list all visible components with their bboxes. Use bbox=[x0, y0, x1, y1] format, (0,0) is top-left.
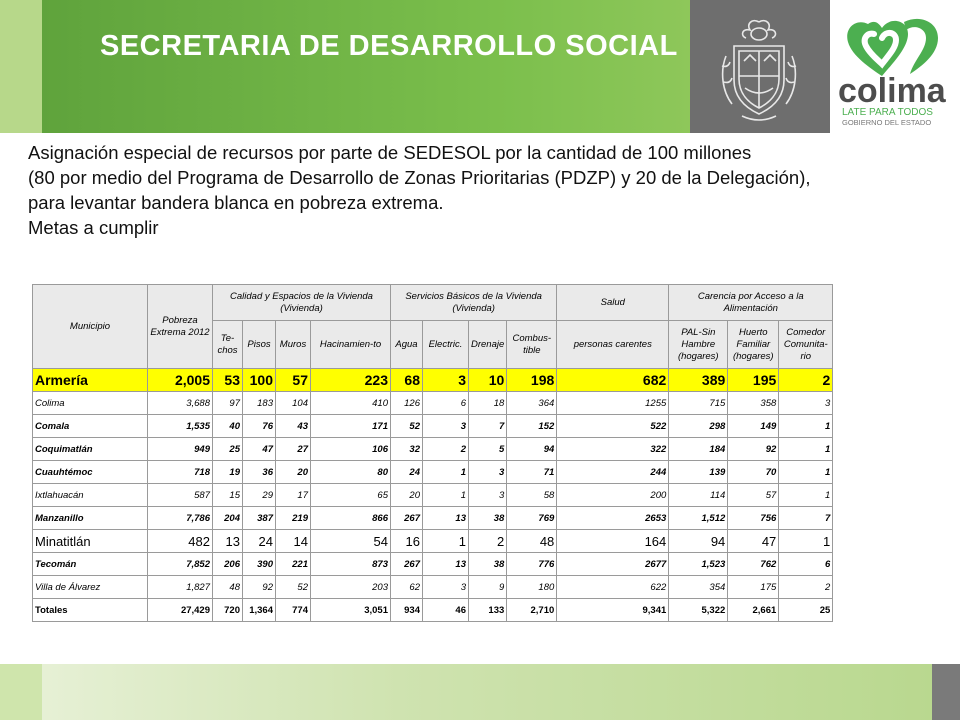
value-cell: 1 bbox=[779, 438, 833, 461]
value-cell: 873 bbox=[311, 553, 391, 576]
value-cell: 149 bbox=[728, 415, 779, 438]
group-salud: Salud bbox=[557, 285, 669, 321]
value-cell: 184 bbox=[669, 438, 728, 461]
value-cell: 1 bbox=[423, 530, 469, 553]
value-cell: 47 bbox=[728, 530, 779, 553]
value-cell: 1 bbox=[779, 484, 833, 507]
value-cell: 9 bbox=[469, 576, 507, 599]
group-servicios: Servicios Básicos de la Vivienda (Vivienda) bbox=[391, 285, 557, 321]
value-cell: 16 bbox=[391, 530, 423, 553]
subheader-personas-carentes: personas carentes bbox=[557, 321, 669, 369]
value-cell: 25 bbox=[213, 438, 243, 461]
goals-table bbox=[32, 284, 833, 622]
value-cell: 183 bbox=[243, 392, 276, 415]
table-row bbox=[33, 553, 833, 576]
subheader-pal-sin-hambre: PAL-Sin Hambre (hogares) bbox=[669, 321, 728, 369]
table-row bbox=[33, 415, 833, 438]
value-cell: 1 bbox=[779, 461, 833, 484]
value-cell: 200 bbox=[557, 484, 669, 507]
logo-tagline: LATE PARA TODOS bbox=[842, 107, 933, 118]
table-row bbox=[33, 392, 833, 415]
value-cell: 19 bbox=[213, 461, 243, 484]
value-cell: 20 bbox=[391, 484, 423, 507]
coat-of-arms-icon bbox=[712, 16, 806, 124]
value-cell: 180 bbox=[507, 576, 557, 599]
value-cell: 57 bbox=[276, 369, 311, 392]
value-cell: 1,523 bbox=[669, 553, 728, 576]
value-cell: 38 bbox=[469, 553, 507, 576]
value-cell: 48 bbox=[213, 576, 243, 599]
value-cell: 14 bbox=[276, 530, 311, 553]
value-cell: 92 bbox=[728, 438, 779, 461]
municipio-cell: Minatitlán bbox=[33, 530, 148, 553]
value-cell: 10 bbox=[469, 369, 507, 392]
value-cell: 2677 bbox=[557, 553, 669, 576]
value-cell: 24 bbox=[243, 530, 276, 553]
value-cell: 106 bbox=[311, 438, 391, 461]
value-cell: 204 bbox=[213, 507, 243, 530]
value-cell: 18 bbox=[469, 392, 507, 415]
table-row bbox=[33, 576, 833, 599]
subheader-huerto-familiar: Huerto Familiar (hogares) bbox=[728, 321, 779, 369]
value-cell: 2653 bbox=[557, 507, 669, 530]
value-cell: 7,786 bbox=[148, 507, 213, 530]
value-cell: 54 bbox=[311, 530, 391, 553]
intro-text bbox=[28, 140, 953, 240]
value-cell: 3 bbox=[423, 415, 469, 438]
logo-government: GOBIERNO DEL ESTADO bbox=[842, 118, 932, 127]
value-cell: 2 bbox=[423, 438, 469, 461]
value-cell: 718 bbox=[148, 461, 213, 484]
value-cell: 3,688 bbox=[148, 392, 213, 415]
value-cell: 1255 bbox=[557, 392, 669, 415]
value-cell: 6 bbox=[423, 392, 469, 415]
value-cell: 38 bbox=[469, 507, 507, 530]
value-cell: 622 bbox=[557, 576, 669, 599]
value-cell: 482 bbox=[148, 530, 213, 553]
value-cell: 13 bbox=[423, 507, 469, 530]
value-cell: 358 bbox=[728, 392, 779, 415]
value-cell: 100 bbox=[243, 369, 276, 392]
value-cell: 762 bbox=[728, 553, 779, 576]
value-cell: 152 bbox=[507, 415, 557, 438]
value-cell: 322 bbox=[557, 438, 669, 461]
header-municipio: Municipio bbox=[33, 285, 148, 369]
municipio-cell: Colima bbox=[33, 392, 148, 415]
value-cell: 1 bbox=[423, 461, 469, 484]
subheader-drenaje: Drenaje bbox=[469, 321, 507, 369]
municipio-cell: Tecomán bbox=[33, 553, 148, 576]
value-cell: 203 bbox=[311, 576, 391, 599]
value-cell: 27 bbox=[276, 438, 311, 461]
value-cell: 1,827 bbox=[148, 576, 213, 599]
value-cell: 387 bbox=[243, 507, 276, 530]
value-cell: 80 bbox=[311, 461, 391, 484]
value-cell: 354 bbox=[669, 576, 728, 599]
value-cell: 2 bbox=[469, 530, 507, 553]
value-cell: 133 bbox=[469, 599, 507, 622]
table-row bbox=[33, 438, 833, 461]
value-cell: 114 bbox=[669, 484, 728, 507]
value-cell: 13 bbox=[423, 553, 469, 576]
value-cell: 94 bbox=[507, 438, 557, 461]
value-cell: 3,051 bbox=[311, 599, 391, 622]
value-cell: 48 bbox=[507, 530, 557, 553]
value-cell: 29 bbox=[243, 484, 276, 507]
value-cell: 949 bbox=[148, 438, 213, 461]
value-cell: 53 bbox=[213, 369, 243, 392]
value-cell: 774 bbox=[276, 599, 311, 622]
header bbox=[0, 0, 960, 133]
value-cell: 2,661 bbox=[728, 599, 779, 622]
municipio-cell: Totales bbox=[33, 599, 148, 622]
header-banner bbox=[42, 0, 690, 133]
logo-wordmark: colima bbox=[838, 72, 946, 110]
intro-line: (80 por medio del Programa de Desarrollo de Zonas Prioritarias (PDZP) y 20 de la Delegación), bbox=[28, 167, 811, 188]
value-cell: 756 bbox=[728, 507, 779, 530]
value-cell: 65 bbox=[311, 484, 391, 507]
value-cell: 94 bbox=[669, 530, 728, 553]
value-cell: 9,341 bbox=[557, 599, 669, 622]
value-cell: 223 bbox=[311, 369, 391, 392]
municipio-cell: Manzanillo bbox=[33, 507, 148, 530]
value-cell: 1,512 bbox=[669, 507, 728, 530]
value-cell: 70 bbox=[728, 461, 779, 484]
value-cell: 1 bbox=[423, 484, 469, 507]
value-cell: 3 bbox=[469, 461, 507, 484]
value-cell: 27,429 bbox=[148, 599, 213, 622]
value-cell: 46 bbox=[423, 599, 469, 622]
value-cell: 6 bbox=[779, 553, 833, 576]
value-cell: 62 bbox=[391, 576, 423, 599]
value-cell: 2 bbox=[779, 369, 833, 392]
subheader-electric: Electric. bbox=[423, 321, 469, 369]
value-cell: 24 bbox=[391, 461, 423, 484]
value-cell: 776 bbox=[507, 553, 557, 576]
municipio-cell: Armería bbox=[33, 369, 148, 392]
value-cell: 40 bbox=[213, 415, 243, 438]
value-cell: 682 bbox=[557, 369, 669, 392]
value-cell: 175 bbox=[728, 576, 779, 599]
value-cell: 171 bbox=[311, 415, 391, 438]
value-cell: 866 bbox=[311, 507, 391, 530]
intro-subheading: Metas a cumplir bbox=[28, 217, 159, 238]
value-cell: 76 bbox=[243, 415, 276, 438]
value-cell: 3 bbox=[423, 576, 469, 599]
value-cell: 1,364 bbox=[243, 599, 276, 622]
value-cell: 198 bbox=[507, 369, 557, 392]
table-row bbox=[33, 484, 833, 507]
page-title: SECRETARIA DE DESARROLLO SOCIAL bbox=[100, 30, 678, 62]
value-cell: 3 bbox=[779, 392, 833, 415]
value-cell: 720 bbox=[213, 599, 243, 622]
table-row bbox=[33, 461, 833, 484]
value-cell: 221 bbox=[276, 553, 311, 576]
value-cell: 52 bbox=[276, 576, 311, 599]
footer-gradient bbox=[42, 664, 932, 720]
subheader-muros: Muros bbox=[276, 321, 311, 369]
value-cell: 92 bbox=[243, 576, 276, 599]
value-cell: 934 bbox=[391, 599, 423, 622]
value-cell: 587 bbox=[148, 484, 213, 507]
value-cell: 195 bbox=[728, 369, 779, 392]
value-cell: 7 bbox=[779, 507, 833, 530]
value-cell: 139 bbox=[669, 461, 728, 484]
value-cell: 52 bbox=[391, 415, 423, 438]
subheader-agua: Agua bbox=[391, 321, 423, 369]
value-cell: 164 bbox=[557, 530, 669, 553]
value-cell: 20 bbox=[276, 461, 311, 484]
footer-accent-left bbox=[0, 664, 42, 720]
municipio-cell: Ixtlahuacán bbox=[33, 484, 148, 507]
value-cell: 219 bbox=[276, 507, 311, 530]
municipio-cell: Comala bbox=[33, 415, 148, 438]
table-row bbox=[33, 530, 833, 553]
value-cell: 267 bbox=[391, 553, 423, 576]
footer-bar bbox=[0, 664, 960, 720]
value-cell: 522 bbox=[557, 415, 669, 438]
municipio-cell: Villa de Álvarez bbox=[33, 576, 148, 599]
value-cell: 206 bbox=[213, 553, 243, 576]
value-cell: 5 bbox=[469, 438, 507, 461]
header-accent-left bbox=[0, 0, 42, 133]
value-cell: 1,535 bbox=[148, 415, 213, 438]
value-cell: 390 bbox=[243, 553, 276, 576]
value-cell: 68 bbox=[391, 369, 423, 392]
subheader-comedor-comunitario: Comedor Comunita-rio bbox=[779, 321, 833, 369]
value-cell: 15 bbox=[213, 484, 243, 507]
table-row bbox=[33, 507, 833, 530]
municipio-cell: Coquimatlán bbox=[33, 438, 148, 461]
value-cell: 389 bbox=[669, 369, 728, 392]
value-cell: 43 bbox=[276, 415, 311, 438]
value-cell: 3 bbox=[469, 484, 507, 507]
value-cell: 25 bbox=[779, 599, 833, 622]
value-cell: 7 bbox=[469, 415, 507, 438]
intro-line: para levantar bandera blanca en pobreza extrema. bbox=[28, 192, 444, 213]
value-cell: 244 bbox=[557, 461, 669, 484]
table-row bbox=[33, 369, 833, 392]
value-cell: 2,710 bbox=[507, 599, 557, 622]
table-row bbox=[33, 599, 833, 622]
municipio-cell: Cuauhtémoc bbox=[33, 461, 148, 484]
value-cell: 7,852 bbox=[148, 553, 213, 576]
value-cell: 32 bbox=[391, 438, 423, 461]
subheader-pisos: Pisos bbox=[243, 321, 276, 369]
value-cell: 36 bbox=[243, 461, 276, 484]
value-cell: 97 bbox=[213, 392, 243, 415]
value-cell: 769 bbox=[507, 507, 557, 530]
value-cell: 267 bbox=[391, 507, 423, 530]
value-cell: 58 bbox=[507, 484, 557, 507]
value-cell: 57 bbox=[728, 484, 779, 507]
value-cell: 298 bbox=[669, 415, 728, 438]
value-cell: 2 bbox=[779, 576, 833, 599]
value-cell: 5,322 bbox=[669, 599, 728, 622]
subheader-hacinamiento: Hacinamien-to bbox=[311, 321, 391, 369]
colima-logo-icon bbox=[834, 12, 956, 128]
value-cell: 126 bbox=[391, 392, 423, 415]
value-cell: 104 bbox=[276, 392, 311, 415]
value-cell: 13 bbox=[213, 530, 243, 553]
value-cell: 1 bbox=[779, 415, 833, 438]
header-pobreza: Pobreza Extrema 2012 bbox=[148, 285, 213, 369]
subheader-combustible: Combus-tible bbox=[507, 321, 557, 369]
value-cell: 2,005 bbox=[148, 369, 213, 392]
footer-accent-right bbox=[932, 664, 960, 720]
value-cell: 364 bbox=[507, 392, 557, 415]
value-cell: 1 bbox=[779, 530, 833, 553]
value-cell: 71 bbox=[507, 461, 557, 484]
subheader-techos: Te-chos bbox=[213, 321, 243, 369]
value-cell: 47 bbox=[243, 438, 276, 461]
group-calidad: Calidad y Espacios de la Vivienda (Vivienda) bbox=[213, 285, 391, 321]
value-cell: 17 bbox=[276, 484, 311, 507]
value-cell: 715 bbox=[669, 392, 728, 415]
group-carencia: Carencia por Acceso a la Alimentación bbox=[669, 285, 833, 321]
intro-line: Asignación especial de recursos por parte de SEDESOL por la cantidad de 100 millones bbox=[28, 142, 752, 163]
value-cell: 3 bbox=[423, 369, 469, 392]
value-cell: 410 bbox=[311, 392, 391, 415]
